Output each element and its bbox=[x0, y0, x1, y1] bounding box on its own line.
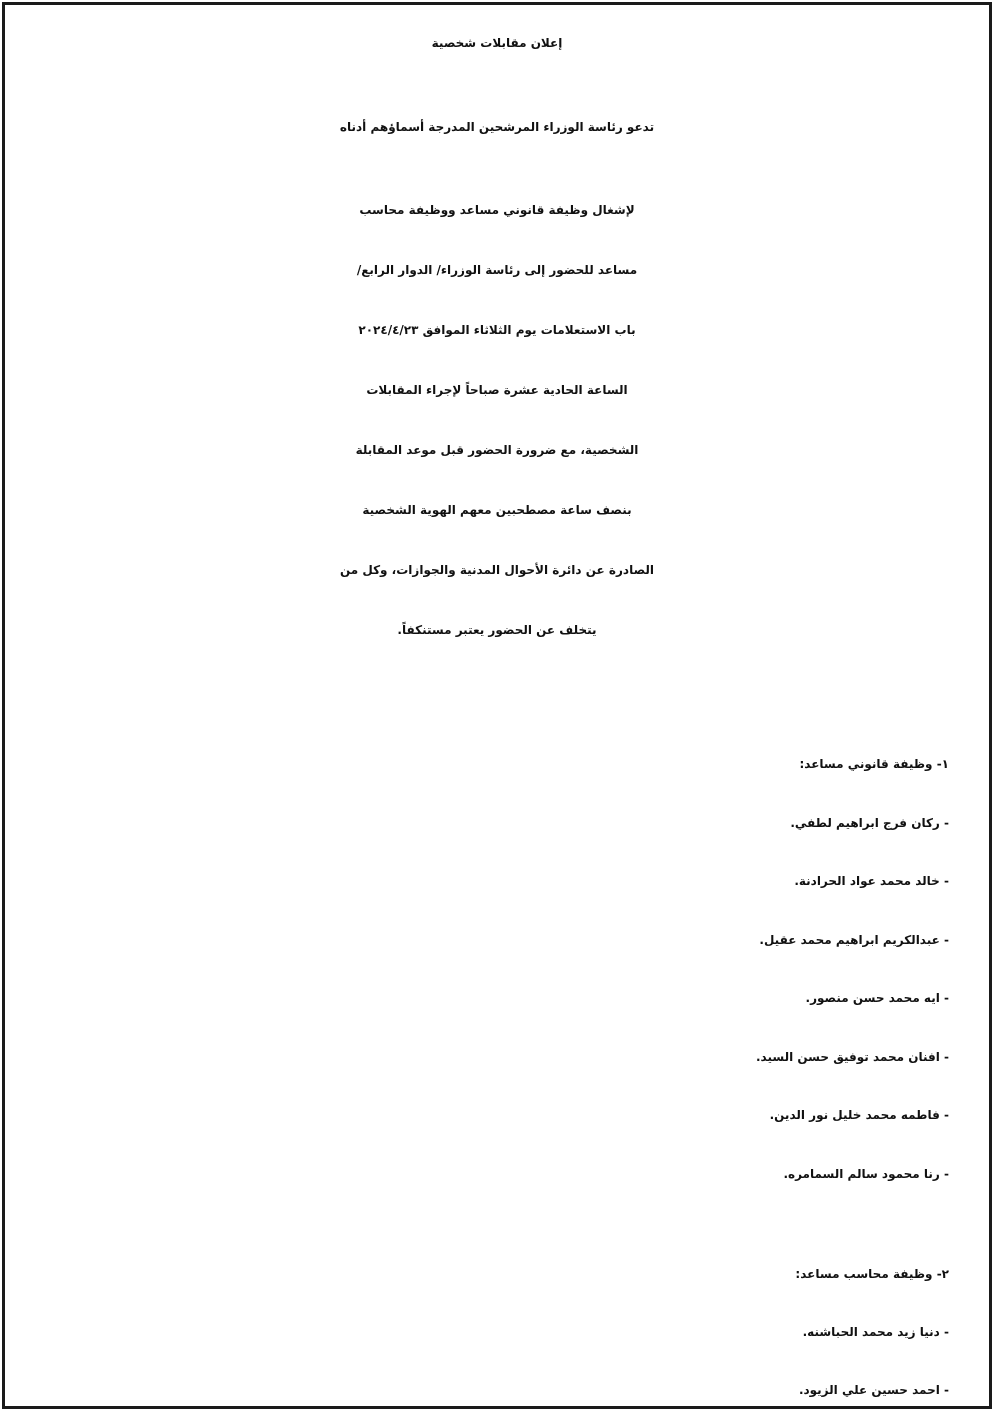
announcement-title: إعلان مقابلات شخصية bbox=[431, 36, 563, 50]
body-line: لإشغال وظيفة قانوني مساعد ووظيفة محاسب bbox=[359, 203, 635, 217]
section-heading: ١- وظيفة قانوني مساعد: bbox=[799, 757, 949, 771]
candidate-name: - افنان محمد توفيق حسن السيد. bbox=[755, 1049, 949, 1064]
candidate-name: - عبدالكريم ابراهيم محمد عقيل. bbox=[759, 932, 949, 947]
body-line: بنصف ساعة مصطحبين معهم الهوية الشخصية bbox=[362, 503, 632, 517]
announcement-frame bbox=[2, 2, 992, 1409]
section-accountant-assistant bbox=[25, 1245, 949, 1409]
candidate-name: - رنا محمود سالم السمامره. bbox=[783, 1166, 949, 1181]
candidate-name: - خالد محمد عواد الحرادنة. bbox=[794, 874, 949, 888]
body-line: الشخصية، مع ضرورة الحضور قبل موعد المقابلة bbox=[355, 443, 639, 457]
candidate-name: - ايه محمد حسن منصور. bbox=[805, 991, 949, 1005]
body-line: باب الاستعلامات يوم الثلاثاء الموافق ٢٠٢٤/٤/٢٣ bbox=[358, 323, 636, 337]
section-heading: ٢- وظيفة محاسب مساعد: bbox=[795, 1267, 949, 1281]
candidate-name: - دنيا زيد محمد الحباشنه. bbox=[802, 1325, 949, 1339]
body-line: الساعة الحادية عشرة صباحاً لإجراء المقابلات bbox=[366, 383, 628, 397]
body-line: مساعد للحضور إلى رئاسة الوزراء/ الدوار الرابع/ bbox=[356, 263, 638, 277]
announcement-body bbox=[5, 180, 989, 660]
candidate-name: - ركان فرج ابراهيم لطفي. bbox=[790, 815, 949, 830]
candidate-name: - احمد حسين علي الزيود. bbox=[798, 1383, 949, 1397]
section-legal-assistant bbox=[25, 735, 949, 1203]
candidate-name: - فاطمه محمد خليل نور الدين. bbox=[769, 1108, 949, 1122]
body-line: يتخلف عن الحضور يعتبر مستنكفاً. bbox=[397, 623, 597, 637]
body-line: الصادرة عن دائرة الأحوال المدنية والجوازات، وكل من bbox=[339, 563, 655, 577]
intro-line: تدعو رئاسة الوزراء المرشحين المدرجة أسماؤهم أدناه bbox=[339, 120, 655, 134]
